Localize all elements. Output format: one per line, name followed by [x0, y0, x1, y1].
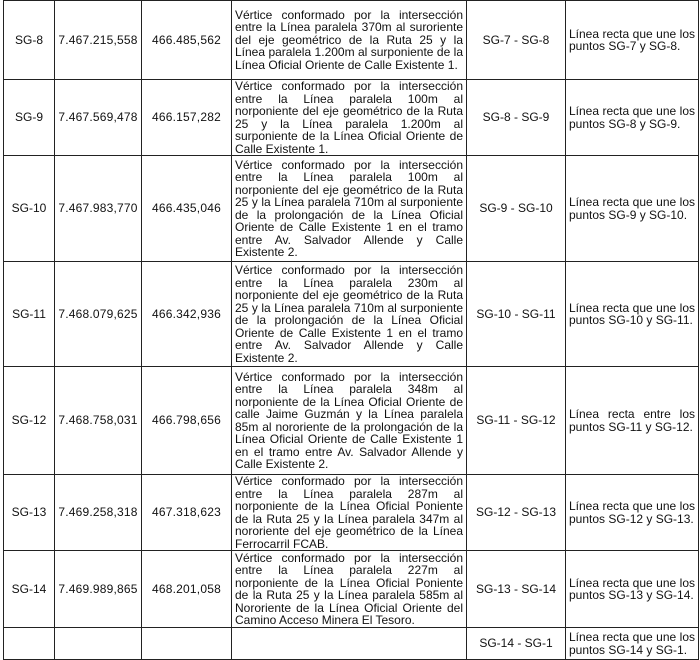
- segment-type-text: Línea recta que une los puntos SG-13 y SG-14.: [569, 575, 695, 602]
- segment-type-text: Línea recta que une los puntos SG-7 y SG-8.: [569, 26, 695, 53]
- north-coordinate: 7.468.079,625: [55, 262, 142, 367]
- vertex-id: SG-9: [4, 80, 55, 156]
- vertex-description-text: Vértice conformado por la intersección entre la Línea paralela 348m al norponiente de la Línea Oficial Oriente de calle Jaime Guzmán y la Línea paralela 85m al nororiente de la prolongación de la Línea Oficial Oriente de Calle Existente 1 en el tramo entre Av. Salvador Allende y Calle Existente 2.: [235, 369, 463, 471]
- segment-type-text: Línea recta que une los puntos SG-8 y SG-9.: [569, 104, 695, 131]
- table-row: [4, 367, 699, 475]
- segment-label: SG-14 - SG-1: [467, 628, 566, 660]
- east-coordinate: 466.157,282: [142, 80, 232, 156]
- table-row: [4, 262, 699, 367]
- vertex-description: [232, 156, 467, 262]
- table-row: [4, 80, 699, 156]
- vertex-id: SG-8: [4, 1, 55, 80]
- north-coordinate: [55, 628, 142, 660]
- east-coordinate: 466.485,562: [142, 1, 232, 80]
- east-coordinate: 466.798,656: [142, 367, 232, 475]
- vertex-description-text: Vértice conformado por la intersección entre la Línea paralela 287m al norponiente de la Línea Oficial Poniente de la Ruta 25 y la Línea paralela 347m al nororiente del eje geométrico de la Línea Ferrocarril FCAB.: [235, 474, 463, 551]
- east-coordinate: 468.201,058: [142, 551, 232, 628]
- segment-type-text: Línea recta que une los puntos SG-12 y SG-13.: [569, 499, 695, 526]
- segment-type: [566, 262, 699, 367]
- vertex-description: [232, 262, 467, 367]
- north-coordinate: 7.467.569,478: [55, 80, 142, 156]
- table-row: [4, 475, 699, 551]
- segment-type: [566, 367, 699, 475]
- vertex-id: SG-11: [4, 262, 55, 367]
- east-coordinate: 466.342,936: [142, 262, 232, 367]
- vertex-description: [232, 1, 467, 80]
- segment-type: [566, 156, 699, 262]
- vertex-description: [232, 367, 467, 475]
- segment-label: SG-9 - SG-10: [467, 156, 566, 262]
- east-coordinate: [142, 628, 232, 660]
- segment-label: SG-13 - SG-14: [467, 551, 566, 628]
- north-coordinate: 7.467.215,558: [55, 1, 142, 80]
- vertex-id: SG-14: [4, 551, 55, 628]
- east-coordinate: 467.318,623: [142, 475, 232, 551]
- vertex-id: SG-12: [4, 367, 55, 475]
- vertex-description-text: Vértice conformado por la intersección entre la Línea paralela 370m al suroriente del eje geométrico de la Ruta 25 y la Línea paralela 1.200m al surponiente de la Línea Oficial Oriente de Calle Existente 1.: [235, 7, 463, 72]
- vertex-description: [232, 475, 467, 551]
- segment-type: [566, 475, 699, 551]
- vertices-table: [3, 0, 699, 660]
- segment-label: SG-7 - SG-8: [467, 1, 566, 80]
- vertex-id: [4, 628, 55, 660]
- vertex-id: SG-10: [4, 156, 55, 262]
- segment-type: [566, 1, 699, 80]
- north-coordinate: 7.469.258,318: [55, 475, 142, 551]
- segment-label: SG-10 - SG-11: [467, 262, 566, 367]
- segment-label: SG-8 - SG-9: [467, 80, 566, 156]
- vertex-description-text: Vértice conformado por la intersección entre la Línea paralela 230m al norponiente del eje geométrico de la Ruta 25 y la Línea paralela 710m al surponiente de la prolongación de la Línea Oficial Oriente de Calle Existente 1 en el tramo entre Av. Salvador Allende y Calle Existente 2.: [235, 263, 463, 365]
- segment-label: SG-12 - SG-13: [467, 475, 566, 551]
- segment-type: [566, 628, 699, 660]
- north-coordinate: 7.469.989,865: [55, 551, 142, 628]
- vertex-description-text: Vértice conformado por la intersección entre la Línea paralela 227m al norponiente de la Línea Oficial Poniente de la Ruta 25 y la Línea paralela 585m al Nororiente de la Línea Oficial Oriente del Camino Acceso Minera El Tesoro.: [235, 550, 463, 627]
- vertex-description: [232, 80, 467, 156]
- east-coordinate: 466.435,046: [142, 156, 232, 262]
- vertex-description: [232, 628, 467, 660]
- segment-type-text: Línea recta que une los puntos SG-9 y SG-10.: [569, 195, 695, 222]
- table-row: [4, 156, 699, 262]
- segment-type-text: Línea recta que une los puntos SG-14 y SG-1.: [569, 630, 695, 657]
- segment-type-text: Línea recta que une los puntos SG-10 y SG-11.: [569, 300, 695, 327]
- segment-type: [566, 551, 699, 628]
- segment-label: SG-11 - SG-12: [467, 367, 566, 475]
- table-row: [4, 628, 699, 660]
- vertex-description: [232, 551, 467, 628]
- north-coordinate: 7.467.983,770: [55, 156, 142, 262]
- north-coordinate: 7.468.758,031: [55, 367, 142, 475]
- table-row: [4, 1, 699, 80]
- vertex-description-text: Vértice conformado por la intersección entre la Línea paralela 100m al norponiente del eje geométrico de la Ruta 25 y la Línea paralela 1.200m al surponiente de la Línea Oficial Oriente de Calle Existente 1.: [235, 79, 463, 156]
- segment-type-text: Línea recta entre los puntos SG-11 y SG-12.: [569, 407, 695, 434]
- vertex-id: SG-13: [4, 475, 55, 551]
- table-row: [4, 551, 699, 628]
- vertex-description-text: Vértice conformado por la intersección entre la Línea paralela 100m al norponiente del eje geométrico de la Ruta 25 y la Línea paralela 710m al surponiente de la prolongación de la Línea Oficial Oriente de Calle Existente 1 en el tramo entre Av. Salvador Allende y Calle Existente 2.: [235, 157, 463, 259]
- segment-type: [566, 80, 699, 156]
